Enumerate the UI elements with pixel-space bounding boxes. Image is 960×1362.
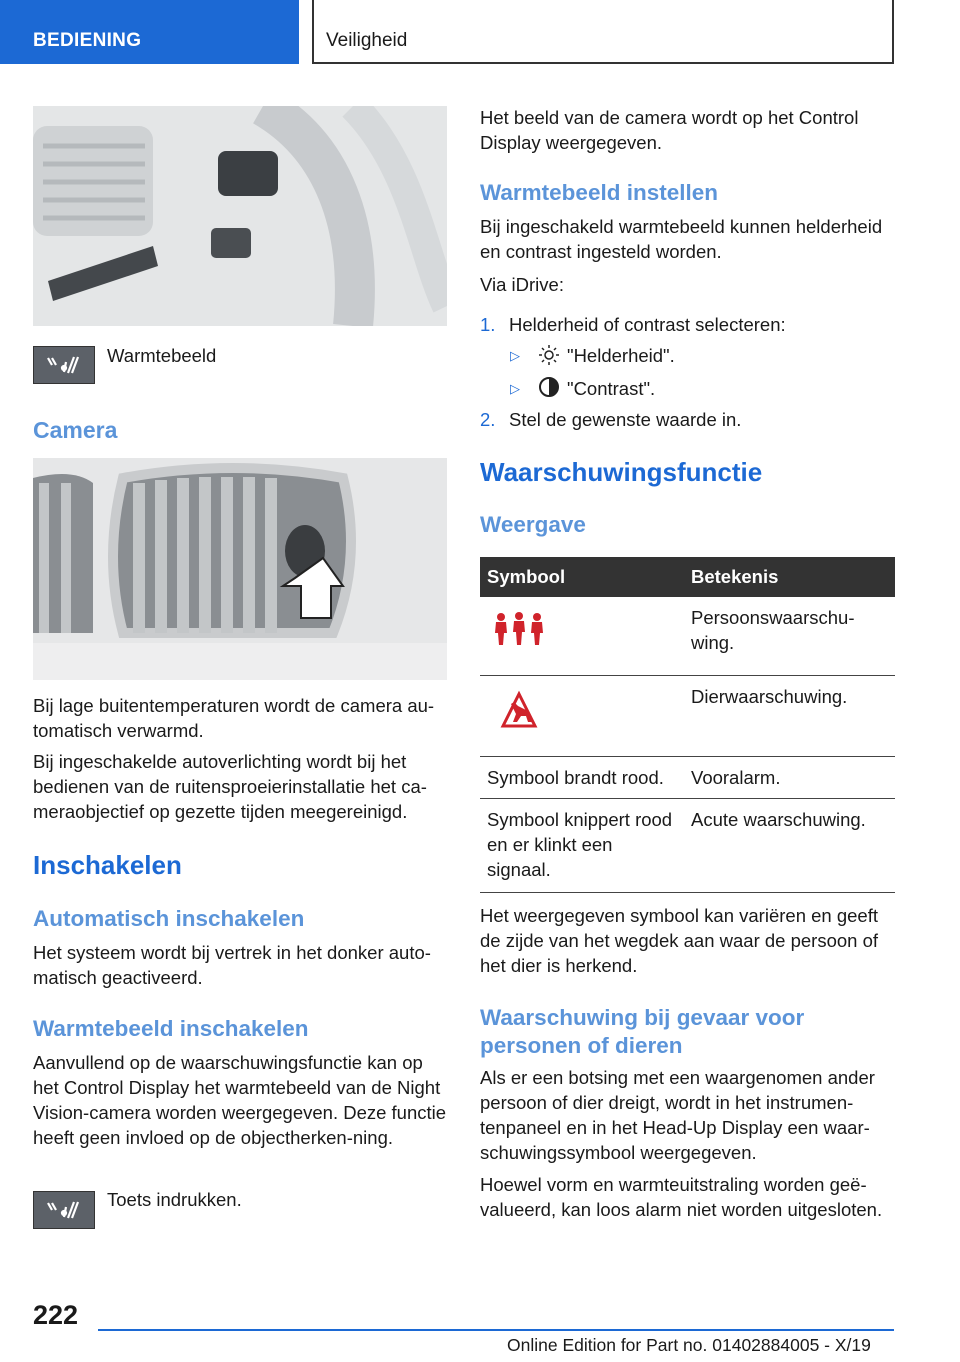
step-1-text: Helderheid of contrast selecteren: — [509, 314, 786, 335]
topic-title: Veiligheid — [326, 30, 408, 51]
dashboard-illustration — [33, 106, 447, 326]
grille-photo — [33, 458, 447, 680]
camera-paragraph-1: Bij lage buitentemperaturen wordt de camera au-tomatisch verwarmd. — [33, 695, 435, 741]
auto-inschakelen-heading: Automatisch inschakelen — [33, 906, 305, 931]
table-cell: Acute waarschuwing. — [684, 799, 895, 893]
symbol-table — [480, 557, 895, 893]
table-cell: Dierwaarschuwing. — [684, 676, 895, 757]
dashboard-photo — [33, 106, 447, 326]
table-cell: Symbool knippert rood en er klinkt een signaal. — [480, 799, 684, 893]
step-2-number: 2. — [480, 409, 496, 430]
camera-heading: Camera — [33, 417, 118, 443]
night-vision-button-icon — [33, 346, 95, 384]
warmtebeeld-instellen-heading: Warmtebeeld instellen — [480, 180, 718, 205]
inschakelen-heading: Inschakelen — [33, 850, 182, 880]
table-header-betekenis: Betekenis — [684, 557, 895, 597]
waarschuwingsfunctie-heading: Waarschuwingsfunctie — [480, 457, 763, 487]
table-row — [480, 676, 895, 757]
sub-step-contrast: "Contrast". — [567, 378, 656, 399]
animal-warning-icon — [499, 690, 539, 730]
gevaar-paragraph-1: Als er een botsing met een waargenomen ander persoon of dier dreigt, wordt in het instrumen-tenpaneel en in het Head-Up Display een waar-schuwingssymbool weergegeven. — [480, 1067, 875, 1163]
grille-illustration — [33, 458, 447, 680]
contrast-icon — [538, 376, 560, 398]
footer-rule — [98, 1329, 894, 1331]
table-cell: Persoonswaarschu-wing. — [684, 597, 895, 676]
step-2-text: Stel de gewenste waarde in. — [509, 409, 742, 430]
instellen-paragraph: Bij ingeschakeld warmtebeeld kunnen helderheid en contrast ingesteld worden. — [480, 216, 883, 262]
camera-paragraph-2: Bij ingeschakelde autoverlichting wordt bij het bedienen van de ruitensproeierinstallatie het ca-meraobjectief op gezette tijden meegereinigd. — [33, 751, 427, 822]
topic-tab — [312, 0, 894, 64]
section-tab — [0, 0, 299, 64]
gevaar-heading: Waarschuwing bij gevaar voor personen of dieren — [480, 1005, 805, 1058]
sub-step-helderheid: "Helderheid". — [567, 345, 675, 366]
weergave-heading: Weergave — [480, 512, 586, 537]
via-idrive: Via iDrive: — [480, 274, 564, 295]
warmtebeeld-inschakelen-heading: Warmtebeeld inschakelen — [33, 1016, 309, 1041]
after-table-paragraph: Het weergegeven symbool kan variëren en geeft de zijde van het wegdek aan waar de persoon of het dier is herkend. — [480, 905, 879, 976]
toets-text: Toets indrukken. — [107, 1189, 242, 1210]
gevaar-paragraph-2: Hoewel vorm en warmteuitstraling worden geë-valueerd, kan loos alarm niet worden uitgesloten. — [480, 1174, 883, 1220]
footer-edition: Online Edition for Part no. 01402884005 - X/19 — [507, 1335, 871, 1355]
table-cell: Symbool brandt rood. — [480, 757, 684, 799]
table-row — [480, 757, 895, 799]
table-row — [480, 799, 895, 893]
table-row — [480, 597, 895, 676]
table-cell: Vooralarm. — [684, 757, 895, 799]
brightness-icon — [538, 344, 560, 366]
table-header-symbool: Symbool — [480, 557, 684, 597]
intro-paragraph: Het beeld van de camera wordt op het Control Display weergegeven. — [480, 107, 859, 153]
night-vision-button-icon-2 — [33, 1191, 95, 1229]
bullet-triangle-icon: ▷ — [510, 381, 520, 396]
symbol-table-wrapper — [480, 557, 895, 893]
section-title: BEDIENING — [33, 30, 142, 51]
auto-paragraph: Het systeem wordt bij vertrek in het donker auto-matisch geactiveerd. — [33, 942, 431, 988]
page-number: 222 — [33, 1300, 79, 1330]
person-warning-icon — [491, 611, 547, 647]
step-1-number: 1. — [480, 314, 496, 335]
warm-paragraph: Aanvullend op de waarschuwingsfunctie kan op het Control Display het warmtebeeld van de Night Vision-camera worden weergegeven. Deze functie heeft geen invloed op de objectherken-ning. — [33, 1052, 447, 1148]
bullet-triangle-icon: ▷ — [510, 348, 520, 363]
photo1-caption: Warmtebeeld — [107, 345, 217, 366]
